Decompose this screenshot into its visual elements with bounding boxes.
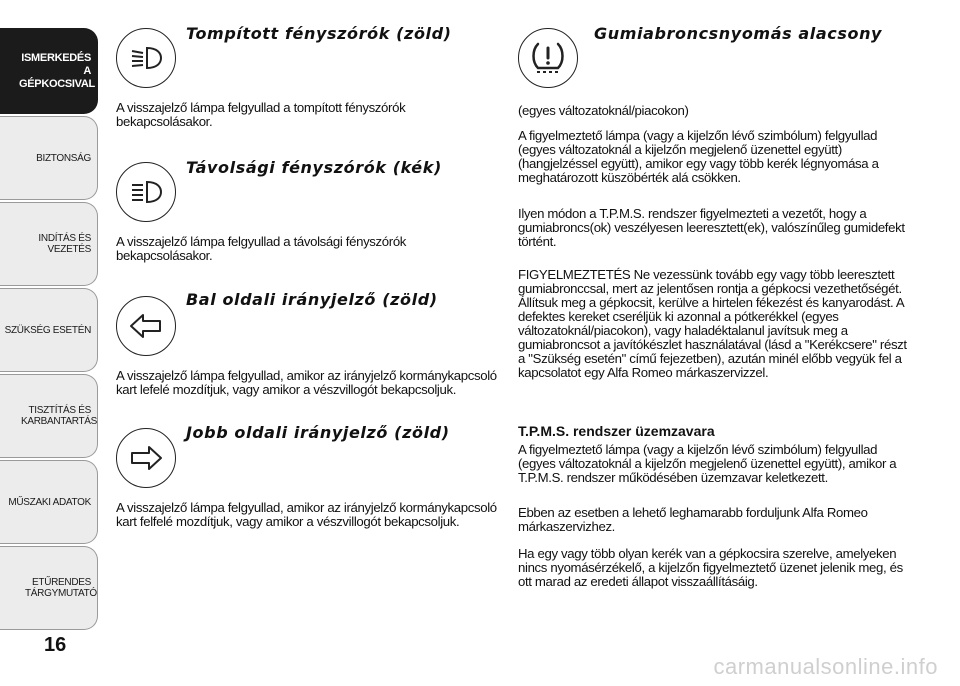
right-arrow-icon: [116, 428, 176, 488]
tab-targymutato[interactable]: [0, 546, 98, 630]
tab-label: ISMERKEDÉS A GÉPKOCSIVAL: [19, 51, 95, 90]
tire-pressure-icon: [518, 28, 578, 88]
section-title-left-indicator: Bal oldali irányjelző (zöld): [186, 290, 438, 309]
tab-label: BIZTONSÁG: [36, 152, 91, 164]
high-beam-icon: [116, 162, 176, 222]
section-text-low-beam: A visszajelző lámpa felgyullad a tompított fényszórók bekapcsolásakor.: [116, 100, 406, 129]
tab-szukseg[interactable]: [0, 288, 98, 372]
tpms-paragraph-1: (egyes változatoknál/piacokon): [518, 103, 689, 118]
tpms-warning-paragraph: FIGYELMEZTETÉS Ne vezessünk tovább egy vagy több leeresztett gumiabronccsal, mert az jelentősen rontja a gépkocsi vezethetőségét. Állítsuk meg a gépkocsit, kerülve a hirtelen fékezést és kanyarodást. A defektes kereket cseréljük ki azonnal a pótkerékkel (egyes változatoknál/piacokon), vagy haladéktalanul javítsuk meg a gumiabroncsot a javítókészlet használatával (lásd a "Kerékcsere" részt a "Szükség esetén" című fejezetben), azután minél előbb vegyük fel a kapcsolatot egy Alfa Romeo márkaszervizzel.: [518, 267, 907, 380]
tab-inditas[interactable]: [0, 202, 98, 286]
tpms-fault-heading: T.P.M.S. rendszer üzemzavara: [518, 423, 715, 439]
page-number: 16: [44, 634, 67, 656]
tab-label: TISZTÍTÁS ÉS KARBANTARTÁS: [21, 405, 98, 427]
section-title-high-beam: Távolsági fényszórók (kék): [186, 158, 442, 177]
tab-tisztitas[interactable]: [0, 374, 98, 458]
left-arrow-icon: [116, 296, 176, 356]
section-text-left-indicator: A visszajelző lámpa felgyullad, amikor az irányjelző kormánykapcsoló kart lefelé mozdítjuk, vagy amikor a vészvillogót bekapcsoljuk.: [116, 368, 497, 397]
section-text-high-beam: A visszajelző lámpa felgyullad a távolsági fényszórók bekapcsolásakor.: [116, 234, 407, 263]
tab-ismerkedes[interactable]: [0, 28, 98, 114]
tab-muszaki[interactable]: [0, 460, 98, 544]
tab-label: MŰSZAKI ADATOK: [8, 496, 91, 508]
chapter-tabs: [0, 0, 100, 686]
section-title-low-beam: Tompított fényszórók (zöld): [186, 24, 452, 43]
tab-label: ETŰRENDES TÁRGYMUTATÓ: [25, 577, 97, 599]
tab-biztonsag[interactable]: [0, 116, 98, 200]
tpms-fault-paragraph-2: Ebben az esetben a lehető leghamarabb forduljunk Alfa Romeo márkaszervizhez.: [518, 505, 868, 534]
tpms-fault-paragraph-1: A figyelmeztető lámpa (vagy a kijelzőn lévő szimbólum) felgyullad (egyes változatoknál a kijelzőn megjelenő üzenettel együtt), amikor a T.P.M.S. rendszer működésében üzemzavar keletkezett.: [518, 442, 897, 485]
section-title-tire-pressure: Gumiabroncsnyomás alacsony: [594, 24, 883, 43]
tpms-paragraph-2: A figyelmeztető lámpa (vagy a kijelzőn lévő szimbólum) felgyullad (egyes változatoknál a kijelzőn megjelenő üzenettel együtt) (hangjelzéssel együtt), amikor egy vagy több kerék légnyomása a meghatározott küszöbérték alá csökken.: [518, 128, 879, 185]
section-text-right-indicator: A visszajelző lámpa felgyullad, amikor az irányjelző kormánykapcsoló kart felfelé mozdítjuk, vagy amikor a vészvillogót bekapcsoljuk.: [116, 500, 497, 529]
tab-label: SZÜKSÉG ESETÉN: [4, 324, 91, 336]
tpms-fault-paragraph-3: Ha egy vagy több olyan kerék van a gépkocsira szerelve, amelyeken nincs nyomásérzékelő, a kijelzőn figyelmeztető üzenet jelenik meg, és ott marad az eredeti állapot visszaállításáig.: [518, 546, 903, 589]
section-title-right-indicator: Jobb oldali irányjelző (zöld): [186, 423, 450, 442]
tpms-paragraph-3: Ilyen módon a T.P.M.S. rendszer figyelmezteti a vezetőt, hogy a gumiabroncs(ok) veszélyesen leeresztett(ek), valószínűleg gumidefekt történt.: [518, 206, 905, 249]
watermark: carmanualsonline.info: [713, 654, 938, 679]
tab-label: INDÍTÁS ÉS VEZETÉS: [38, 233, 91, 255]
low-beam-icon: [116, 28, 176, 88]
